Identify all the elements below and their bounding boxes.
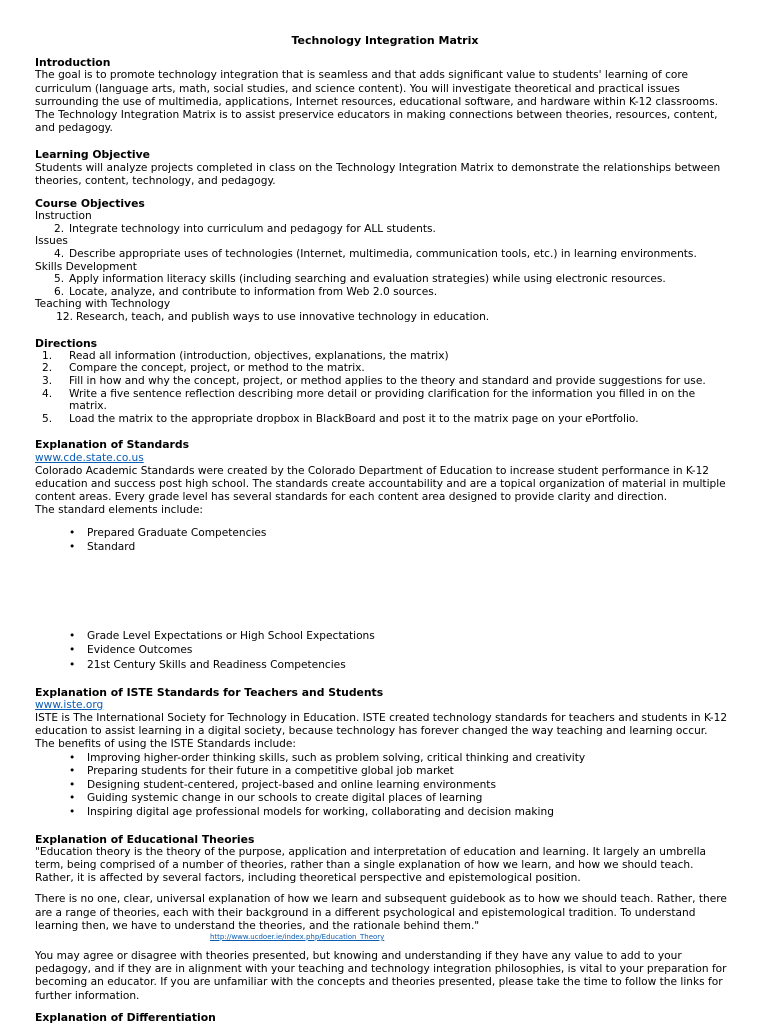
list-item: • Guiding systemic change in our schools to create digital places of learning: [69, 792, 483, 805]
direction-item: 5. Load the matrix to the appropriate dropbox in BlackBoard and post it to the matrix page on your ePortfolio.: [42, 412, 639, 425]
iste-text: ISTE is The International Society for Technology in Education. ISTE created technology standards for teachers and students in K-12 education to assist learning in a digital society, because technology has forever changed the way teaching and learning occur.: [35, 711, 728, 738]
standards-heading: Explanation of Standards: [35, 438, 190, 452]
objective-group-label: Issues: [35, 235, 68, 248]
directions-heading: Directions: [35, 336, 98, 350]
list-item: • Grade Level Expectations or High School Expectations: [69, 629, 375, 642]
directions-list: [35, 350, 735, 426]
standards-bullet-list: [35, 629, 735, 673]
list-item: • Prepared Graduate Competencies: [69, 526, 267, 539]
introduction-text: The goal is to promote technology integration that is seamless and that adds significant value to students' learning of core curriculum (language arts, math, social studies, and science content). You will investigate theoretical and practical issues surrounding the use of multimedia, applications, Internet resources, educational software, and hardware within K-12 classrooms. The Technology Integration Matrix is to assist preservice educators in making connections between theories, resources, content, and pedagogy.: [35, 69, 719, 135]
direction-item: 4. Write a five sentence reflection describing more detail or providing clarification for the information you filled in on the matrix.: [42, 387, 696, 413]
list-item: • 21st Century Skills and Readiness Competencies: [69, 658, 346, 671]
objective-list: [35, 248, 735, 261]
objective-list: [35, 273, 735, 298]
list-item: • Improving higher-order thinking skills, such as problem solving, critical thinking and creativity: [69, 751, 586, 764]
differentiation-heading: Explanation of Differentiation: [35, 1010, 216, 1024]
standards-text: Colorado Academic Standards were created by the Colorado Department of Education to increase student performance in K-12 education and success post high school. The standards create accountability and are a topical organization of material in multiple content areas. Every grade level has several standards for each content area designed to provide clarity and direction.: [35, 464, 726, 504]
standards-bullet-list: [35, 526, 735, 555]
document-title: Technology Integration Matrix: [291, 34, 479, 47]
iste-intro: The benefits of using the ISTE Standards include:: [35, 738, 296, 751]
theories-quote-1: "Education theory is the theory of the purpose, application and interpretation of education and learning. It largely an umbrella term, being comprised of a number of theories, rather than a single explanation of how we learn, and how we should teach. Rather, it is affected by several factors, including theoretical perspective and epistemological position.: [35, 845, 707, 885]
course-objectives-heading: Course Objectives: [35, 197, 145, 211]
theories-text: You may agree or disagree with theories presented, but knowing and understanding if they have any value to add to your pedagogy, and if they are in alignment with your teaching and technology integration philosophies, is vital to your preparation for becoming an educator. If you are unfamiliar with the concepts and theories presented, please take the time to follow the links for further information.: [35, 949, 727, 1002]
objective-item: 5. Apply information literacy skills (including searching and evaluation strategies) while using electronic resources.: [54, 273, 666, 286]
theory-source-link[interactable]: http://www.ucdoer.ie/index.php/Education_Theory: [210, 932, 385, 941]
objective-item: 4. Describe appropriate uses of technologies (Internet, multimedia, communication tools, etc.) in learning environments.: [54, 248, 697, 261]
theories-heading: Explanation of Educational Theories: [35, 832, 255, 846]
objective-group-label: Instruction: [35, 210, 92, 223]
iste-bullet-list: [35, 752, 735, 820]
list-item: • Evidence Outcomes: [69, 644, 193, 657]
list-item: • Inspiring digital age professional models for working, collaborating and decision making: [69, 805, 554, 818]
list-item: • Designing student-centered, project-based and online learning environments: [69, 778, 496, 791]
iste-link[interactable]: www.iste.org: [35, 698, 104, 711]
standards-intro: The standard elements include:: [35, 504, 203, 517]
cde-link[interactable]: www.cde.state.co.us: [35, 451, 144, 464]
direction-item: 1. Read all information (introduction, objectives, explanations, the matrix): [42, 349, 449, 362]
objective-group-label: Skills Development: [35, 260, 137, 273]
introduction-heading: Introduction: [35, 56, 111, 70]
list-item: • Standard: [69, 541, 136, 554]
direction-item: 2. Compare the concept, project, or method to the matrix.: [42, 362, 365, 375]
learning-objective-heading: Learning Objective: [35, 148, 150, 162]
list-item: • Preparing students for their future in a competitive global job market: [69, 765, 454, 778]
objective-item: 2. Integrate technology into curriculum and pedagogy for ALL students.: [54, 222, 436, 235]
objective-group-label: Teaching with Technology: [35, 298, 171, 311]
direction-item: 3. Fill in how and why the concept, project, or method applies to the theory and standard and provide suggestions for use.: [42, 374, 706, 387]
learning-objective-text: Students will analyze projects completed in class on the Technology Integration Matrix to demonstrate the relationships between theories, content, technology, and pedagogy.: [35, 161, 721, 187]
objective-list: [35, 311, 735, 324]
theories-quote-2: There is no one, clear, universal explanation of how we learn and subsequent guidebook as to how we should teach. Rather, there are a range of theories, each with their background in a different psychological and epistemological tradition. To understand learning then, we have to understand the theories, and the rationale behind them.": [35, 893, 727, 932]
objective-list: [35, 223, 735, 236]
document-page: [35, 34, 735, 1024]
objective-item: 12. Research, teach, and publish ways to use innovative technology in education.: [56, 310, 490, 323]
objective-item: 6. Locate, analyze, and contribute to information from Web 2.0 sources.: [54, 285, 438, 298]
iste-heading: Explanation of ISTE Standards for Teachers and Students: [35, 685, 384, 699]
